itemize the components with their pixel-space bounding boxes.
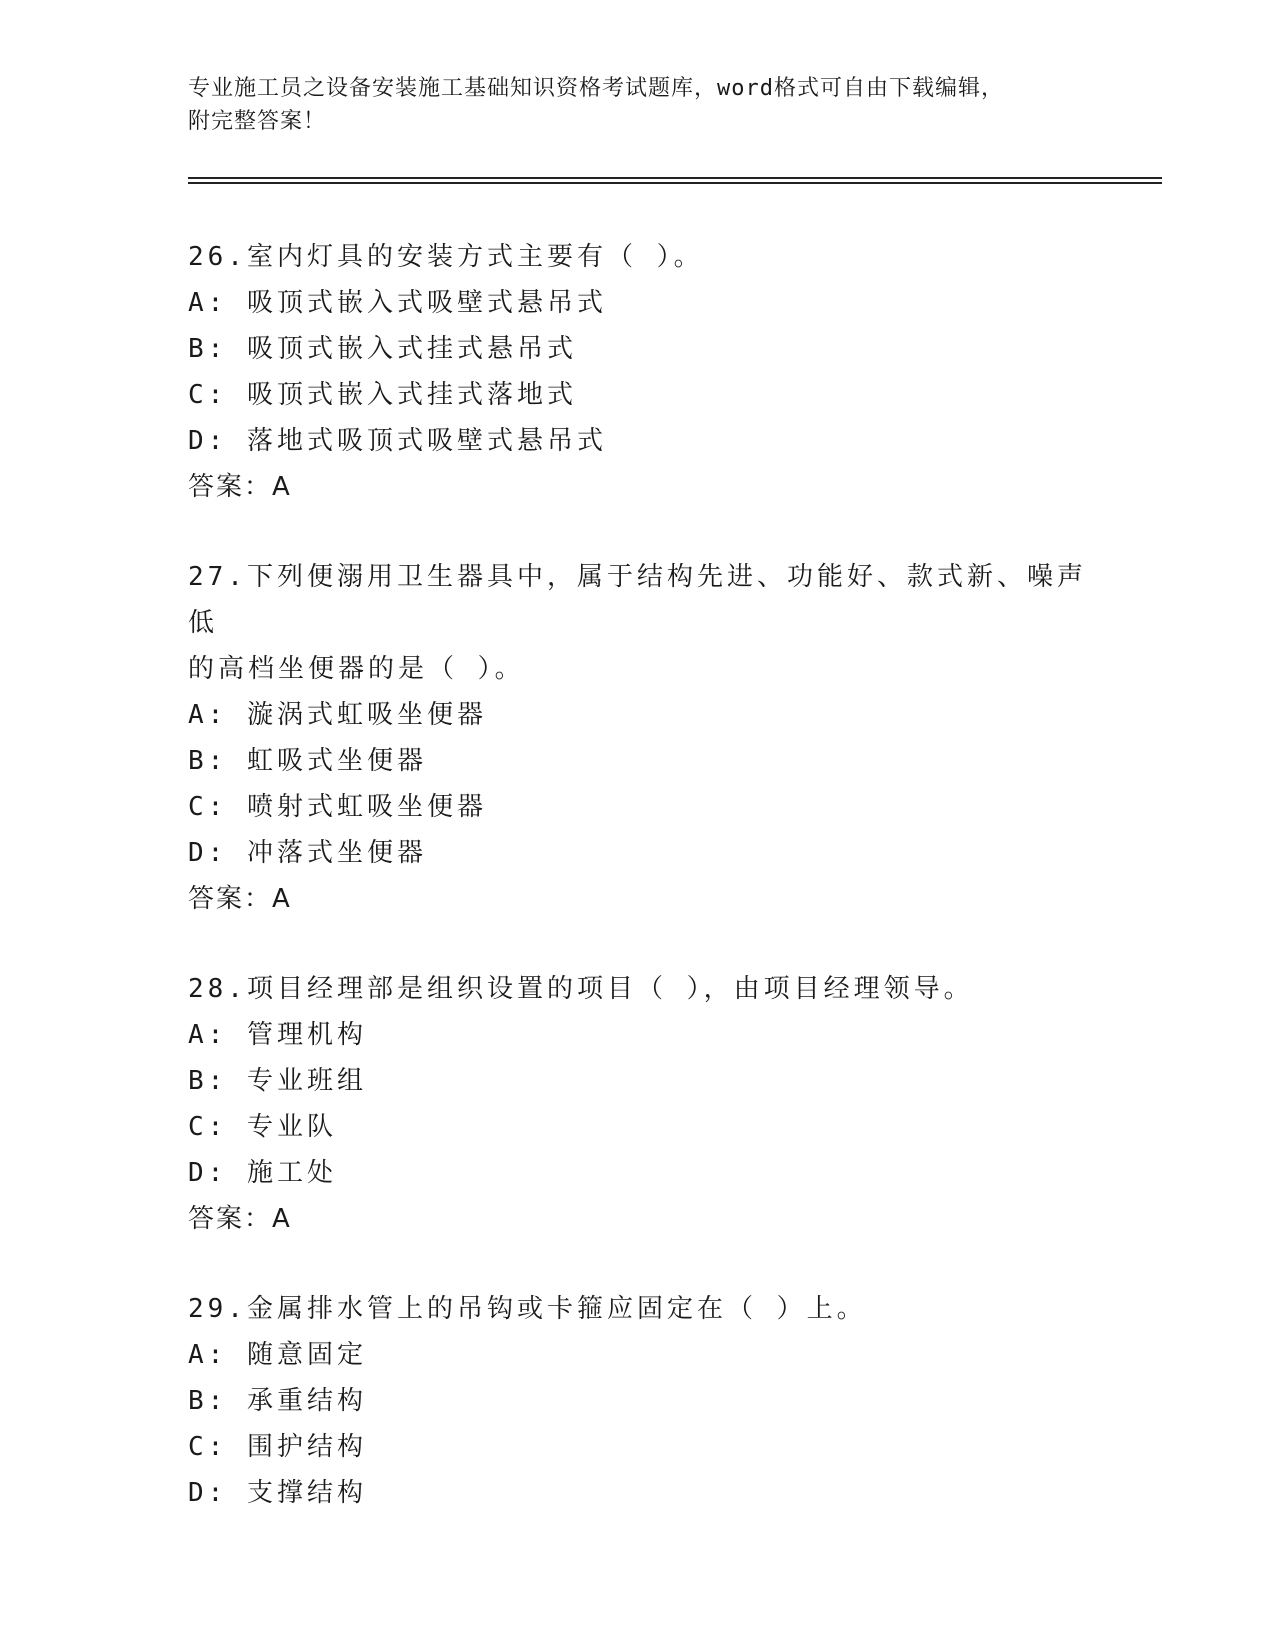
option-b: B: 吸顶式嵌入式挂式悬吊式 <box>188 334 577 364</box>
header-line-2: 附完整答案！ <box>188 109 327 134</box>
answer: 答案：A <box>188 884 292 914</box>
question-stem: 27.下列便溺用卫生器具中，属于结构先进、功能好、款式新、噪声低 <box>188 562 1087 638</box>
question-stem: 26.室内灯具的安装方式主要有（ ）。 <box>188 242 704 272</box>
option-c: C: 喷射式虹吸坐便器 <box>188 792 487 822</box>
option-c: C: 围护结构 <box>188 1432 367 1462</box>
option-a: A: 吸顶式嵌入式吸壁式悬吊式 <box>188 288 607 318</box>
option-a: A: 随意固定 <box>188 1340 367 1370</box>
option-c: C: 专业队 <box>188 1112 337 1142</box>
document-header <box>188 72 1088 138</box>
option-b: B: 虹吸式坐便器 <box>188 746 427 776</box>
answer: 答案：A <box>188 1204 292 1234</box>
option-a: A: 漩涡式虹吸坐便器 <box>188 700 487 730</box>
question-list <box>188 234 1088 1560</box>
option-d: D: 冲落式坐便器 <box>188 838 427 868</box>
option-a: A: 管理机构 <box>188 1020 367 1050</box>
question-stem: 29.金属排水管上的吊钩或卡箍应固定在（ ）上。 <box>188 1294 867 1324</box>
option-d: D: 施工处 <box>188 1158 337 1188</box>
option-d: D: 落地式吸顶式吸壁式悬吊式 <box>188 426 607 456</box>
answer: 答案：A <box>188 472 292 502</box>
question-27 <box>188 554 1088 922</box>
question-28 <box>188 966 1088 1242</box>
question-29 <box>188 1286 1088 1516</box>
header-divider-top <box>188 177 1162 179</box>
header-divider-bottom <box>188 182 1162 184</box>
option-c: C: 吸顶式嵌入式挂式落地式 <box>188 380 577 410</box>
question-26 <box>188 234 1088 510</box>
option-b: B: 专业班组 <box>188 1066 367 1096</box>
option-d: D: 支撑结构 <box>188 1478 367 1508</box>
header-line-1: 专业施工员之设备安装施工基础知识资格考试题库，word格式可自由下载编辑， <box>188 76 1004 101</box>
question-stem: 28.项目经理部是组织设置的项目（ ），由项目经理领导。 <box>188 974 974 1004</box>
option-b: B: 承重结构 <box>188 1386 367 1416</box>
question-stem-continued: 的高档坐便器的是（ ）。 <box>188 654 525 684</box>
